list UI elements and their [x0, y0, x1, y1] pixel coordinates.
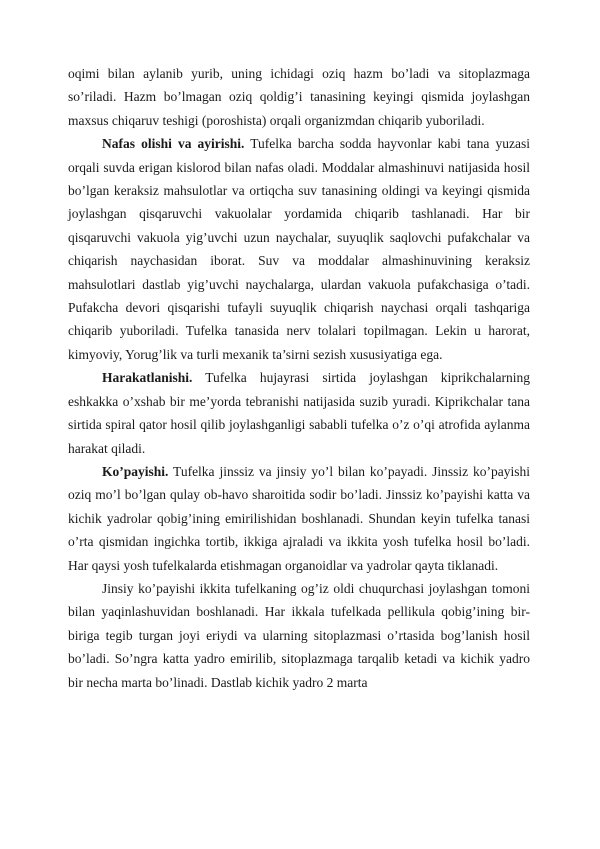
paragraph-movement: [68, 366, 530, 460]
paragraph-text: Tufelka hujayrasi sirtida joylashgan kiprikchalarning eshkakka o’xshab bir me’yorda tebranishi natijasida suzib yuradi. Kiprikchalar tana sirtida spiral qator hosil qilib joylashganligi sababli tufelka o’z o’qi atrofida aylanma harakat qiladi.: [68, 370, 530, 456]
section-heading: Nafas olishi va ayirishi.: [102, 136, 245, 152]
paragraph-respiration: [68, 132, 530, 366]
paragraph-digestion: [68, 62, 530, 132]
section-heading: Harakatlanishi.: [102, 370, 193, 386]
paragraph-text: Jinsiy ko’payishi ikkita tufelkaning og’iz oldi chuqurchasi joylashgan tomoni bilan yaqinlashuvidan boshlanadi. Har ikkala tufelkada pellikula qobig’ining bir-biriga tegib turgan joyi eriydi va ularning sitoplazmasi o’rtasida bog’lanish hosil bo’ladi. So’ngra katta yadro emirilib, sitoplazmaga tarqalib ketadi va kichik yadro bir necha marta bo’linadi. Dastlab kichik yadro 2 marta: [68, 580, 530, 690]
paragraph-reproduction: [68, 460, 530, 577]
paragraph-sexual-reproduction: [68, 577, 530, 694]
paragraph-text: Tufelka jinssiz va jinsiy yo’l bilan ko’payadi. Jinssiz ko’payishi oziq mo’l bo’lgan qulay ob-havo sharoitida sodir bo’ladi. Jinssiz ko’payishi katta va kichik yadrolar qobig’ining emirilishidan boshlanadi. Shundan keyin tufelka tanasi o’rta qismidan ingichka tortib, ikkiga ajraladi va ikkita yosh tufelka hosil bo’ladi. Har qaysi yosh tufelkalarda etishmagan organoidlar va yadrolar qayta tiklanadi.: [68, 463, 530, 573]
section-heading: Ko’payishi.: [102, 463, 169, 479]
paragraph-text: oqimi bilan aylanib yurib, uning ichidagi oziq hazm bo’ladi va sitoplazmaga so’riladi. Hazm bo’lmagan oziq qoldig’i tanasining keyingi qismida joylashgan maxsus chiqaruv teshigi (poroshista) orqali organizmdan chiqarib yuboriladi.: [68, 66, 530, 128]
document-page: [68, 62, 530, 694]
paragraph-text: Tufelka barcha sodda hayvonlar kabi tana yuzasi orqali suvda erigan kislorod bilan nafas oladi. Moddalar almashinuvi natijasida hosil bo’lgan keraksiz mahsulotlar va ortiqcha suv tanasining oldingi va keyingi qismida joylashgan qisqaruvchi vakuolalar yordamida chiqarib tashlanadi. Har bir qisqaruvchi vakuola yig’uvchi uzun naychalar, suyuqlik saqlovchi pufakchalar va chiqarish naychasidan iborat. Suv va moddalar almashinuvining keraksiz mahsulotlari dastlab yig’uvchi naychalarga, ulardan vakuola pufakchasiga o’tadi. Pufakcha devori qisqarishi tufayli suyuqlik chiqarish naychasi orqali tashqariga chiqarib yuboriladi. Tufelka tanasida nerv tolalari topilmagan. Lekin u harorat, kimyoviy, Yorug’lik va turli mexanik ta’sirni sezish xususiyatiga ega.: [68, 136, 530, 362]
